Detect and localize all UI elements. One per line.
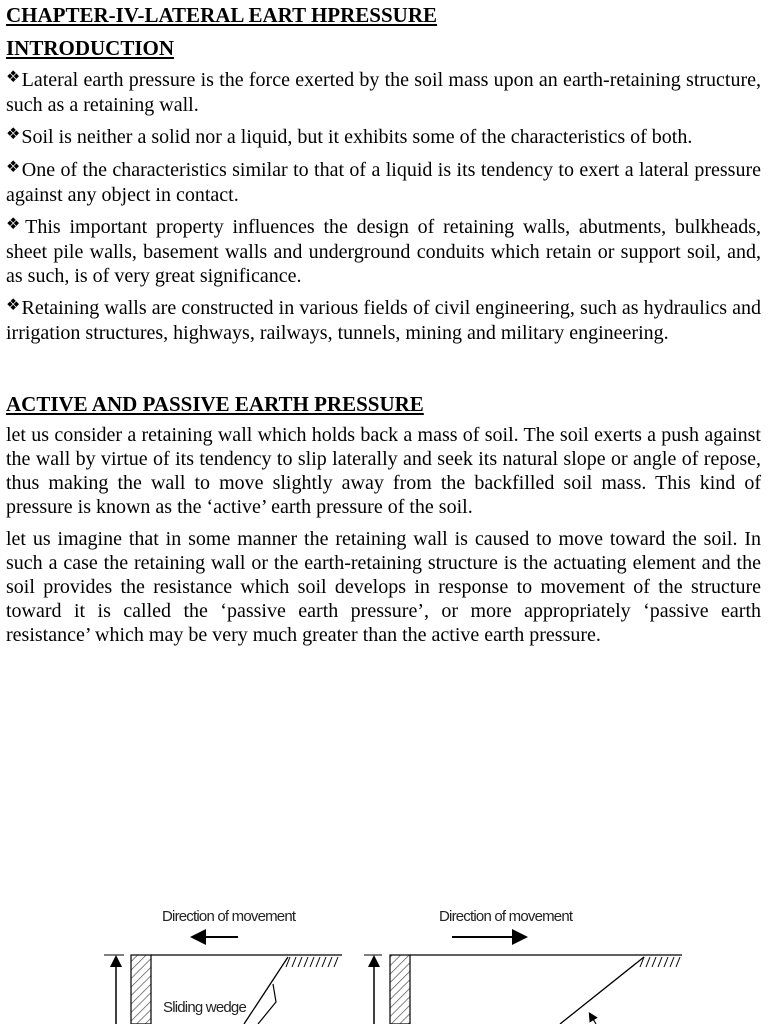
intro-bullet-item: [6, 68, 761, 117]
diamond-bullet-icon: ❖: [6, 157, 21, 176]
bullet-text: This important property influences the design of retaining walls, abutments, bulkheads, sheet pile walls, basement walls and underground conduits which retain or support soil, and, as such, is of very great significance.: [6, 216, 761, 287]
earth-pressure-figure: [0, 880, 768, 1024]
left-retaining-wall: [131, 955, 151, 1024]
bullet-text: Retaining walls are constructed in various fields of civil engineering, such as hydraulics and irrigation structures, highways, railways, tunnels, mining and military engineering.: [6, 297, 761, 344]
bullet-text: Lateral earth pressure is the force exerted by the soil mass upon an earth-retaining structure, such as a retaining wall.: [6, 69, 762, 116]
intro-bullet-item: [6, 296, 761, 345]
chapter-title: CHAPTER-IV-LATERAL EART HPRESSURE: [6, 3, 438, 27]
intro-bullet-item: [6, 215, 761, 288]
left-direction-label: Direction of movement: [162, 908, 296, 925]
introduction-heading: INTRODUCTION: [6, 36, 175, 60]
intro-bullet-item: [6, 158, 761, 207]
right-retaining-wall: [390, 955, 410, 1024]
bullet-text: One of the characteristics similar to that of a liquid is its tendency to exert a lateral pressure against any object in contact.: [6, 159, 761, 206]
right-failure-plane: [560, 957, 644, 1024]
earth-pressure-diagram: [0, 880, 768, 1024]
diamond-bullet-icon: ❖: [6, 214, 25, 233]
active-pressure-paragraph: let us consider a retaining wall which holds back a mass of soil. The soil exerts a push against the wall by virtue of its tendency to slip laterally and seek its natural slope or angle of repose, thus making the wall to move slightly away from the backfilled soil mass. This kind of pressure is known as the ‘active’ earth pressure of the soil.: [6, 424, 761, 518]
intro-bullet-item: [6, 125, 761, 150]
document-page: [6, 0, 761, 647]
right-direction-label: Direction of movement: [439, 908, 573, 925]
diamond-bullet-icon: ❖: [6, 295, 21, 314]
bullet-text: Soil is neither a solid nor a liquid, but it exhibits some of the characteristics of both.: [21, 126, 693, 148]
intro-bullet-list: [6, 68, 761, 345]
left-ground-hatch: [286, 957, 338, 967]
passive-pressure-paragraph: let us imagine that in some manner the retaining wall is caused to move toward the soil. In such a case the retaining wall or the earth-retaining structure is the actuating element and the soil provides the resistance which soil develops in response to movement of the structure toward it is called the ‘passive earth pressure’, or more appropriately ‘passive earth resistance’ which may be very much greater than the active earth pressure.: [6, 528, 761, 646]
diamond-bullet-icon: ❖: [6, 124, 21, 143]
sliding-wedge-label: Sliding wedge: [163, 999, 246, 1016]
right-pointer-icon: [590, 1014, 596, 1024]
diamond-bullet-icon: ❖: [6, 67, 21, 86]
active-passive-heading: ACTIVE AND PASSIVE EARTH PRESSURE: [6, 392, 424, 416]
right-ground-hatch: [640, 957, 680, 967]
